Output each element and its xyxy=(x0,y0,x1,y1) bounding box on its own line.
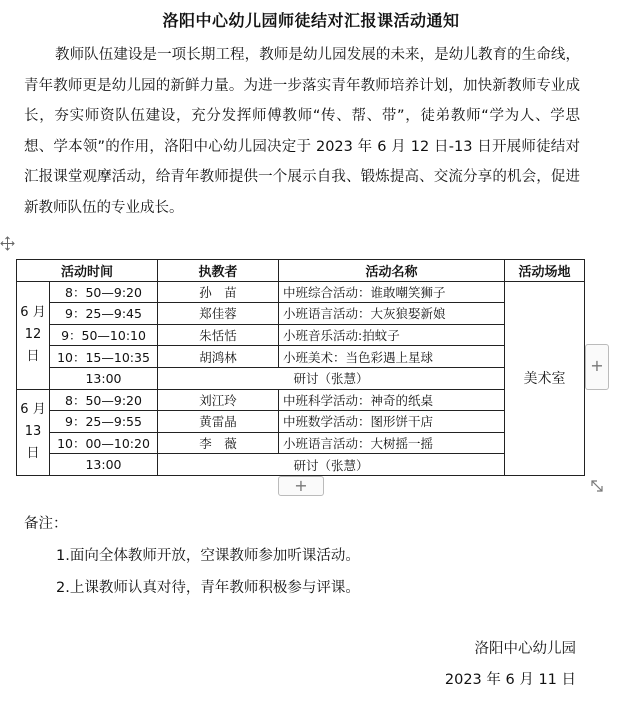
table-row xyxy=(17,389,585,411)
teacher-cell: 孙 苗 xyxy=(158,281,279,303)
activity-cell: 小班美术：当色彩遇上星球 xyxy=(279,346,505,368)
activity-cell: 中班科学活动：神奇的纸桌 xyxy=(279,389,505,411)
header-teacher: 执教者 xyxy=(158,260,279,282)
header-venue: 活动场地 xyxy=(505,260,585,282)
header-activity: 活动名称 xyxy=(279,260,505,282)
activity-cell: 小班语言活动：大灰狼娶新娘 xyxy=(279,303,505,325)
table-move-handle-icon[interactable] xyxy=(0,236,15,251)
notes-label: 备注： xyxy=(24,516,68,532)
time-cell: 9：25—9:45 xyxy=(50,303,158,325)
time-cell: 8：50—9:20 xyxy=(50,281,158,303)
time-cell: 10：15—10:35 xyxy=(50,346,158,368)
note-item-1: 1.面向全体教师开放，空课教师参加听课活动。 xyxy=(56,548,360,564)
time-cell: 9：25—9:55 xyxy=(50,411,158,433)
venue-cell: 美术室 xyxy=(505,281,585,475)
table-row xyxy=(17,281,585,303)
time-cell: 8：50—9:20 xyxy=(50,389,158,411)
seminar-cell: 研讨（张慧） xyxy=(158,454,505,476)
seminar-cell: 研讨（张慧） xyxy=(158,367,505,389)
seminar-time-cell: 13:00 xyxy=(50,367,158,389)
notice-title: 洛阳中心幼儿园师徒结对汇报课活动通知 xyxy=(162,11,460,30)
teacher-cell: 朱恬恬 xyxy=(158,324,279,346)
table-row xyxy=(17,432,585,454)
date-cell-day2: 6 月 13 日 xyxy=(17,389,50,475)
table-resize-icon[interactable] xyxy=(588,478,606,496)
add-column-button[interactable] xyxy=(585,344,609,390)
teacher-cell: 郑佳蓉 xyxy=(158,303,279,325)
table-row xyxy=(17,367,585,389)
activity-cell: 小班音乐活动:拍蚊子 xyxy=(279,324,505,346)
teacher-cell: 李 薇 xyxy=(158,432,279,454)
activity-cell: 小班语言活动：大树摇一摇 xyxy=(279,432,505,454)
table-row xyxy=(17,411,585,433)
time-cell: 9：50—10:10 xyxy=(50,324,158,346)
add-row-button[interactable] xyxy=(278,476,324,496)
signature: 洛阳中心幼儿园 xyxy=(474,641,576,657)
time-cell: 10：00—10:20 xyxy=(50,432,158,454)
intro-paragraph: 教师队伍建设是一项长期工程，教师是幼儿园发展的未来，是幼儿教育的生命线，青年教师更是幼儿园的新鲜力量。为进一步落实青年教师培养计划，加快新教师专业成长，夯实师资队伍建设，充分发挥师傅教师“传、帮、带”，徒弟教师“学为人、学思想、学本领”的作用，洛阳中心幼儿园决定于 2023 年 6 月 12 日-13 日开展师徒结对汇报课堂观摩活动，给青年教师提供一个展示自我、锻炼提高、交流分享的机会，促进新教师队伍的专业成长。 xyxy=(24,47,580,216)
teacher-cell: 胡鸿林 xyxy=(158,346,279,368)
date-cell-day1: 6 月 12 日 xyxy=(17,281,50,389)
plus-icon: + xyxy=(590,356,604,375)
table-row xyxy=(17,324,585,346)
teacher-cell: 刘江玲 xyxy=(158,389,279,411)
activity-cell: 中班综合活动：谁敢嘲笑狮子 xyxy=(279,281,505,303)
note-item-2: 2.上课教师认真对待，青年教师积极参与评课。 xyxy=(56,580,360,596)
table-header-row xyxy=(17,260,585,282)
table-row xyxy=(17,454,585,476)
table-row xyxy=(17,346,585,368)
plus-icon: + xyxy=(294,476,308,495)
schedule-table xyxy=(16,259,585,476)
header-time: 活动时间 xyxy=(17,260,158,282)
teacher-cell: 黄雷晶 xyxy=(158,411,279,433)
seminar-time-cell: 13:00 xyxy=(50,454,158,476)
signature-date: 2023 年 6 月 11 日 xyxy=(444,672,576,688)
activity-cell: 中班数学活动：图形饼干店 xyxy=(279,411,505,433)
table-row xyxy=(17,303,585,325)
